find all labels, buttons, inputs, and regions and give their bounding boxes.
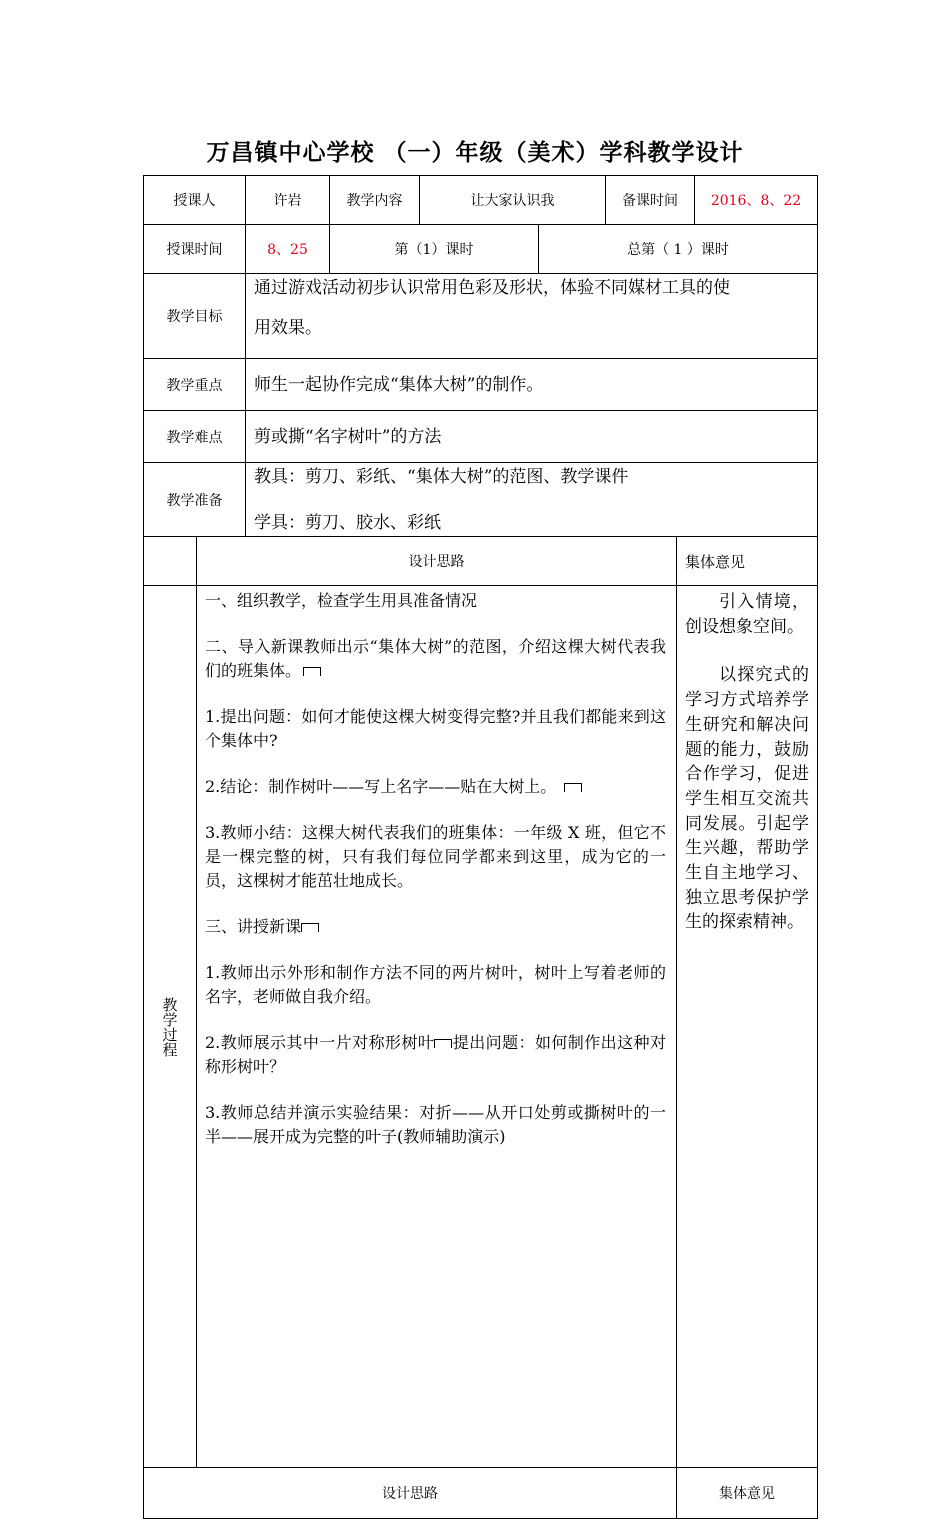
page-title: 万昌镇中心学校 （一）年级（美术）学科教学设计 <box>206 140 744 166</box>
class-time-value: 8、25 <box>245 224 330 274</box>
process-label: 教学过程 <box>160 996 179 1057</box>
process-design-cell <box>196 585 677 1468</box>
paragraph-2-text: 二、导入新课教师出示“集体大树”的范图，介绍这棵大树代表我们的班集体。 <box>205 637 666 680</box>
difficulty-text: 剪或撕“名字树叶”的方法 <box>245 410 818 463</box>
footer-opinion-header: 集体意见 <box>676 1467 818 1519</box>
teacher-tools: 教具：剪刀、彩纸、“集体大树”的范图、教学课件 <box>254 467 629 487</box>
prep-time-label: 备课时间 <box>605 175 695 225</box>
revision-mark-icon <box>564 783 582 792</box>
paragraph-1: 一、组织教学，检查学生用具准备情况 <box>205 591 478 610</box>
teacher-label: 授课人 <box>143 175 246 225</box>
prep-time-value: 2016、8、22 <box>694 175 818 225</box>
teacher-value: 许岩 <box>245 175 330 225</box>
paragraph-4-text: 2.结论：制作树叶——写上名字——贴在大树上。 <box>205 777 557 796</box>
paragraph-6-text: 三、讲授新课 <box>205 917 302 936</box>
goal-label: 教学目标 <box>143 273 246 359</box>
paragraph-7: 1.教师出示外形和制作方法不同的两片树叶，树叶上写着老师的名字，老师做自我介绍。 <box>205 963 666 1006</box>
content-value: 让大家认识我 <box>419 175 606 225</box>
revision-mark-icon <box>303 667 321 676</box>
paragraph-4 <box>205 775 666 799</box>
process-header-blank <box>143 536 197 586</box>
opinion-header: 集体意见 <box>676 536 818 586</box>
goal-line-1: 通过游戏活动初步认识常用色彩及形状，体验不同媒材工具的使 <box>254 278 730 298</box>
lesson-number: 第（1）课时 <box>329 224 539 274</box>
key-point-label: 教学重点 <box>143 358 246 411</box>
design-header: 设计思路 <box>196 536 677 586</box>
opinion-1: 引入情境，创设想象空间。 <box>685 592 809 637</box>
class-time-label: 授课时间 <box>143 224 246 274</box>
student-tools: 学具：剪刀、胶水、彩纸 <box>254 513 441 533</box>
difficulty-label: 教学难点 <box>143 410 246 463</box>
revision-mark-icon <box>434 1039 452 1048</box>
content-label: 教学内容 <box>329 175 420 225</box>
key-point-text: 师生一起协作完成“集体大树”的制作。 <box>245 358 818 411</box>
opinion-2: 以探究式的学习方式培养学生研究和解决问题的能力，鼓励合作学习，促进学生相互交流共同发展。引起学生兴趣，帮助学生自主地学习、独立思考保护学生的探索精神。 <box>685 665 809 933</box>
goal-content <box>245 273 818 359</box>
revision-mark-icon <box>301 923 319 932</box>
goal-line-2: 用效果。 <box>254 318 322 338</box>
paragraph-8 <box>205 1031 666 1079</box>
paragraph-2 <box>205 635 666 683</box>
paragraph-6 <box>205 915 666 939</box>
process-label-cell <box>143 585 197 1468</box>
process-opinion-cell <box>676 585 818 1468</box>
paragraph-5: 3.教师小结：这棵大树代表我们的班集体：一年级 X 班，但它不是一棵完整的树，只有我们每位同学都来到这里，成为它的一员，这棵树才能茁壮地成长。 <box>205 823 666 890</box>
preparation-content <box>245 462 818 537</box>
total-lesson-number: 总第（ 1 ）课时 <box>538 224 818 274</box>
paragraph-8a-text: 2.教师展示其中一片对称形树叶 <box>205 1033 435 1052</box>
paragraph-9: 3.教师总结并演示实验结果：对折——从开口处剪或撕树叶的一半——展开成为完整的叶子(教师辅助演示) <box>205 1103 666 1146</box>
paragraph-8b-text: 提出问题：如何制作出这种对称形树叶？ <box>205 1033 666 1076</box>
footer-design-header: 设计思路 <box>143 1467 677 1519</box>
paragraph-3: 1.提出问题：如何才能使这棵大树变得完整?并且我们都能来到这个集体中? <box>205 707 666 750</box>
preparation-label: 教学准备 <box>143 462 246 537</box>
